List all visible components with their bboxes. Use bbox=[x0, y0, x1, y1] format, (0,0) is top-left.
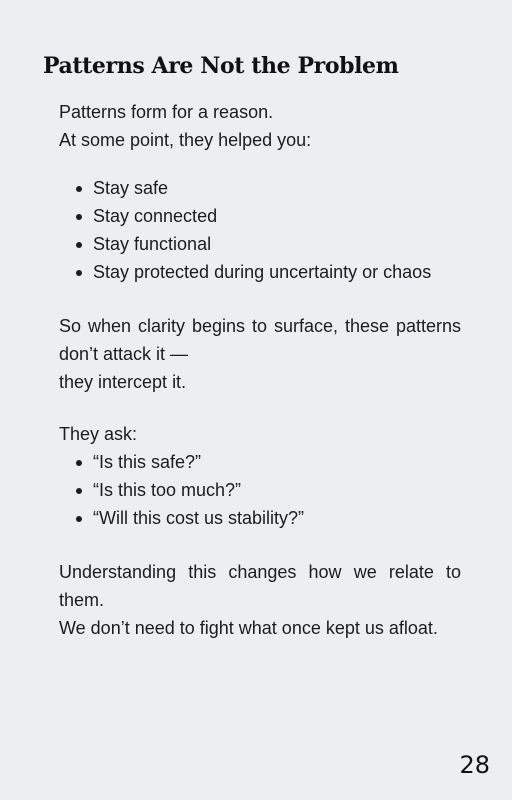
list-item bbox=[59, 230, 461, 258]
they-ask-label: They ask: bbox=[59, 424, 138, 444]
question-text: “Is this too much?” bbox=[93, 480, 242, 500]
list-item-text: Stay connected bbox=[93, 206, 218, 226]
bullet-dot-icon bbox=[76, 270, 82, 276]
intro-line: Patterns form for a reason. bbox=[59, 102, 274, 122]
list-item bbox=[59, 174, 461, 202]
chapter-heading: Patterns Are Not the Problem bbox=[43, 53, 399, 79]
list-item bbox=[59, 476, 461, 504]
clarity-paragraph-end: they intercept it. bbox=[59, 372, 187, 392]
question-text: “Is this safe?” bbox=[93, 452, 202, 472]
closing-paragraph: We don’t need to fight what once kept us afloat. bbox=[59, 618, 438, 638]
list-item bbox=[59, 448, 461, 476]
list-item bbox=[59, 202, 461, 230]
list-item-text: Stay protected during uncertainty or chaos bbox=[93, 262, 432, 282]
list-item-text: Stay safe bbox=[93, 178, 169, 198]
bullet-dot-icon bbox=[76, 214, 82, 220]
intro-line: At some point, they helped you: bbox=[59, 130, 312, 150]
bullet-dot-icon bbox=[76, 242, 82, 248]
question-text: “Will this cost us stability?” bbox=[93, 508, 305, 528]
helped-list bbox=[59, 174, 461, 286]
bullet-dot-icon bbox=[76, 488, 82, 494]
bullet-dot-icon bbox=[76, 186, 82, 192]
closing-paragraph: Understanding this changes how we relate to them. bbox=[59, 562, 461, 610]
bullet-dot-icon bbox=[76, 516, 82, 522]
list-item bbox=[59, 258, 461, 286]
page-number: 28 bbox=[459, 751, 490, 779]
questions-list bbox=[59, 448, 461, 532]
list-item bbox=[59, 504, 461, 532]
bullet-dot-icon bbox=[76, 460, 82, 466]
list-item-text: Stay functional bbox=[93, 234, 212, 254]
page-body bbox=[59, 98, 461, 642]
clarity-paragraph: So when clarity begins to surface, these patterns don’t attack it — bbox=[59, 316, 461, 364]
